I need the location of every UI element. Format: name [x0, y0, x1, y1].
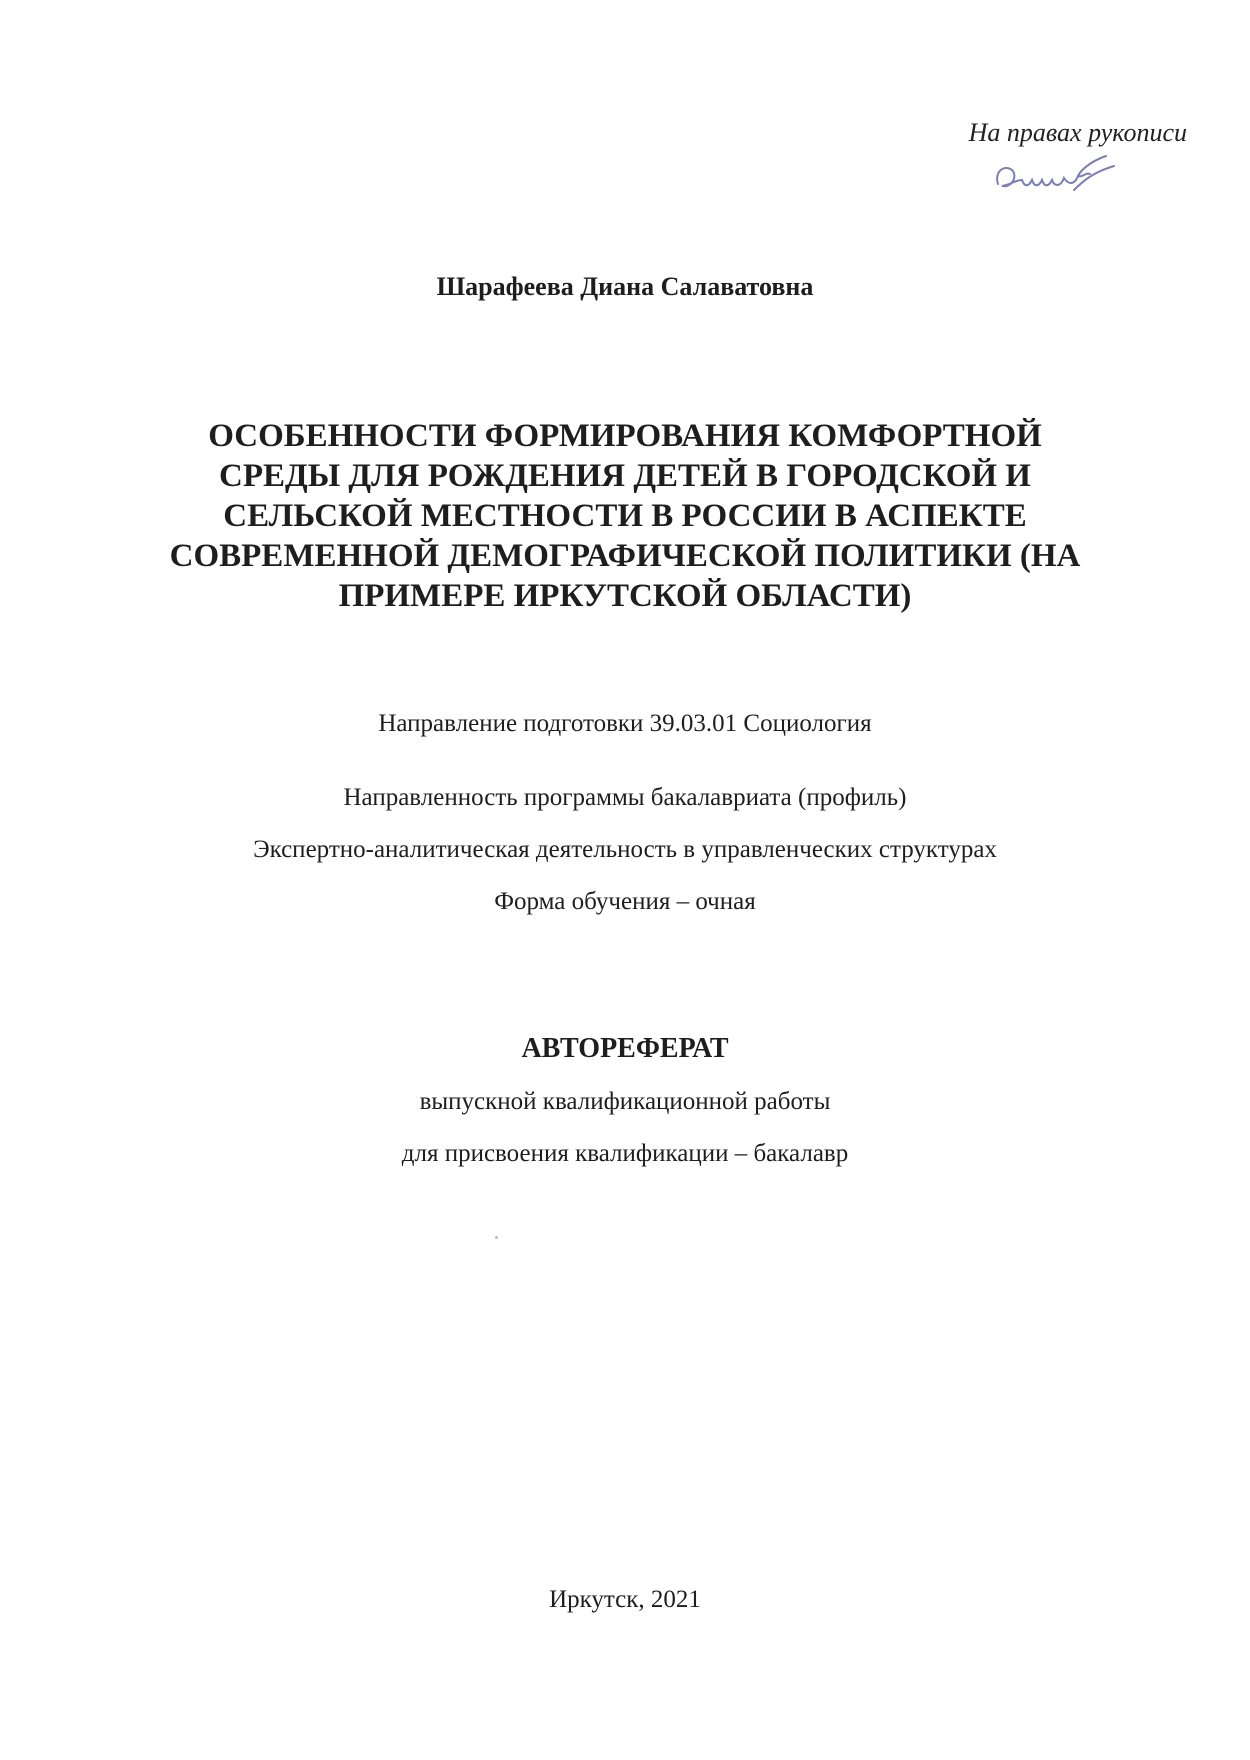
- abstract-description-2: для присвоения квалификации – бакалавр: [401, 1140, 849, 1167]
- program-profile: Экспертно-аналитическая деятельность в управленческих структурах: [253, 836, 997, 863]
- program-focus: Направленность программы бакалавриата (профиль): [343, 784, 907, 811]
- rights-note: На правах рукописи: [968, 118, 1187, 147]
- study-direction: Направление подготовки 39.03.01 Социология: [378, 710, 872, 737]
- title-line: СЕЛЬСКОЙ МЕСТНОСТИ В РОССИИ В АСПЕКТЕ: [223, 498, 1027, 534]
- thesis-title: [0, 416, 1250, 616]
- title-line: ПРИМЕРЕ ИРКУТСКОЙ ОБЛАСТИ): [338, 578, 912, 614]
- author-name: Шарафеева Диана Салаватовна: [436, 272, 814, 301]
- city-year: Иркутск, 2021: [549, 1586, 701, 1613]
- title-line: СРЕДЫ ДЛЯ РОЖДЕНИЯ ДЕТЕЙ В ГОРОДСКОЙ И: [219, 458, 1031, 494]
- title-line: СОВРЕМЕННОЙ ДЕМОГРАФИЧЕСКОЙ ПОЛИТИКИ (НА: [169, 538, 1081, 574]
- abstract-description-1: выпускной квалификационной работы: [419, 1088, 831, 1115]
- study-form: Форма обучения – очная: [494, 888, 756, 915]
- handwritten-signature: [990, 150, 1120, 202]
- scan-speck: [495, 1236, 498, 1239]
- title-line: ОСОБЕННОСТИ ФОРМИРОВАНИЯ КОМФОРТНОЙ: [208, 418, 1042, 454]
- abstract-heading: АВТОРЕФЕРАТ: [521, 1033, 729, 1064]
